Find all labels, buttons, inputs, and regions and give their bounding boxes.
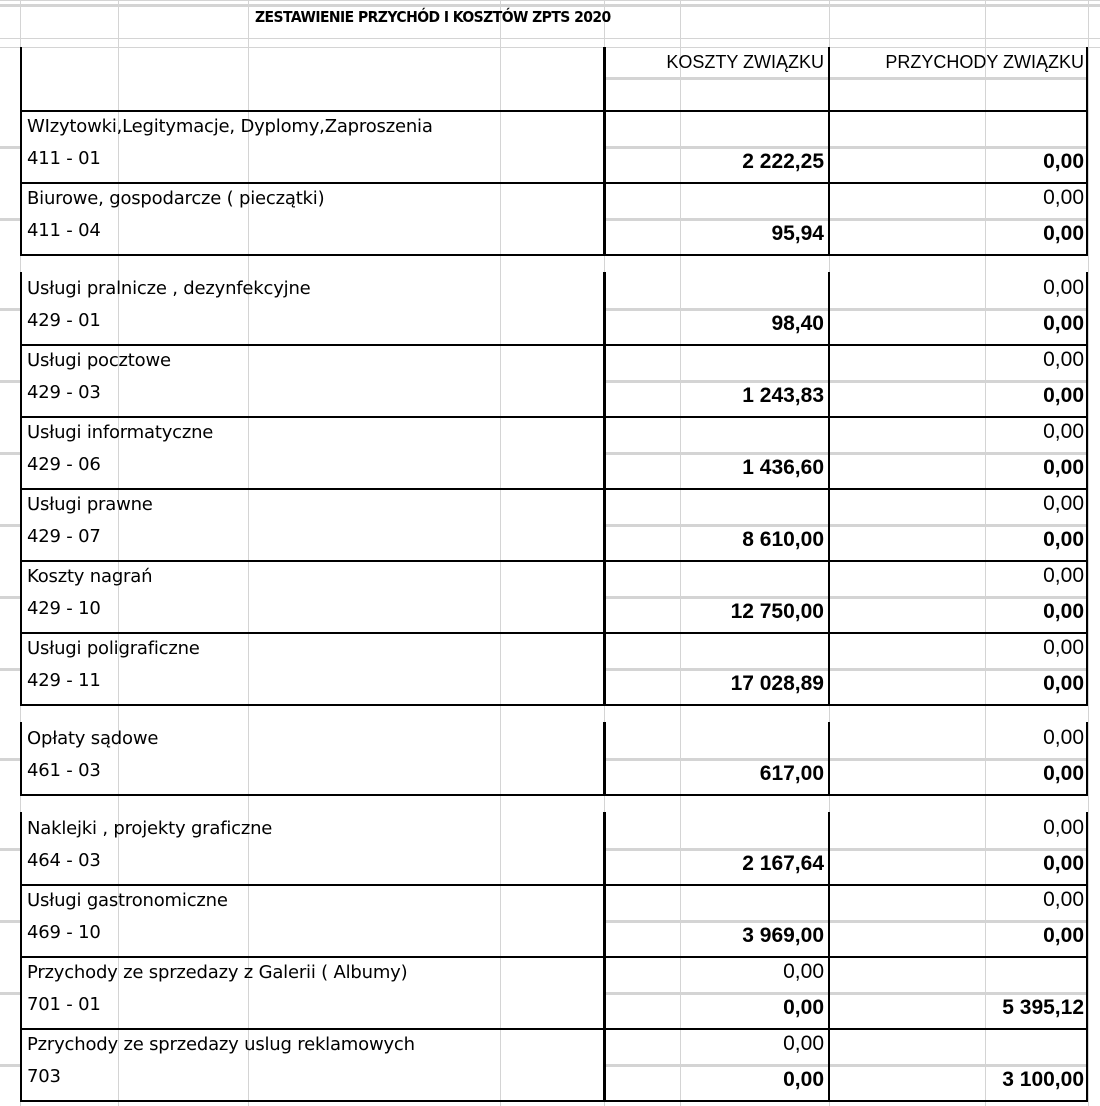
header-divider <box>606 77 1086 80</box>
column-divider <box>828 272 830 706</box>
row-divider <box>20 416 1088 418</box>
przychody-top-value: 0,00 <box>1043 420 1084 443</box>
row-name: Opłaty sądowe <box>27 728 159 749</box>
row-half-divider <box>0 1064 20 1067</box>
koszty-value: 2 167,64 <box>742 852 824 875</box>
row-name: Usługi pralnicze , dezynfekcyjne <box>27 278 311 299</box>
koszty-value: 0,00 <box>783 996 824 1019</box>
row-half-divider <box>0 596 20 599</box>
przychody-value: 0,00 <box>1043 456 1084 479</box>
koszty-value: 95,94 <box>771 222 824 245</box>
row-code: 429 - 11 <box>27 670 101 691</box>
row-code: 411 - 01 <box>27 148 101 169</box>
row-half-divider <box>606 992 1086 995</box>
przychody-value: 0,00 <box>1043 312 1084 335</box>
row-code: 701 - 01 <box>27 994 101 1015</box>
row-half-divider <box>606 668 1086 671</box>
koszty-value: 98,40 <box>771 312 824 335</box>
przychody-value: 0,00 <box>1043 924 1084 947</box>
koszty-value: 3 969,00 <box>742 924 824 947</box>
koszty-value: 12 750,00 <box>730 600 824 623</box>
przychody-value: 0,00 <box>1043 672 1084 695</box>
row-name: Naklejki , projekty graficzne <box>27 818 273 839</box>
row-name: WIzytowki,Legitymacje, Dyplomy,Zaproszenia <box>27 116 433 137</box>
row-name: Pzrychody ze sprzedazy uslug reklamowych <box>27 1034 415 1055</box>
row-divider <box>20 632 1088 634</box>
row-code: 461 - 03 <box>27 760 101 781</box>
row-half-divider <box>0 218 20 221</box>
row-half-divider <box>0 380 20 383</box>
row-half-divider <box>0 758 20 761</box>
column-divider <box>603 812 606 1102</box>
row-divider <box>20 560 1088 562</box>
koszty-value: 17 028,89 <box>730 672 824 695</box>
column-divider <box>603 110 606 256</box>
row-divider <box>20 488 1088 490</box>
grid-line <box>1088 0 1089 1106</box>
grid-line <box>0 4 1100 7</box>
przychody-top-value: 0,00 <box>1043 888 1084 911</box>
column-divider <box>828 47 830 112</box>
row-half-divider <box>606 452 1086 455</box>
koszty-value: 1 243,83 <box>742 384 824 407</box>
przychody-top-value: 0,00 <box>1043 276 1084 299</box>
row-divider <box>20 956 1088 958</box>
row-code: 429 - 06 <box>27 454 101 475</box>
przychody-value: 0,00 <box>1043 762 1084 785</box>
koszty-value: 1 436,60 <box>742 456 824 479</box>
przychody-top-value: 0,00 <box>1043 186 1084 209</box>
przychody-value: 0,00 <box>1043 384 1084 407</box>
przychody-value: 0,00 <box>1043 528 1084 551</box>
koszty-value: 8 610,00 <box>742 528 824 551</box>
row-name: Usługi gastronomiczne <box>27 890 228 911</box>
przychody-value: 5 395,12 <box>1002 996 1084 1019</box>
row-half-divider <box>606 524 1086 527</box>
row-half-divider <box>606 920 1086 923</box>
grid-line <box>0 0 1100 1</box>
row-half-divider <box>0 524 20 527</box>
przychody-top-value: 0,00 <box>1043 348 1084 371</box>
koszty-value: 2 222,25 <box>742 150 824 173</box>
sheet-title: ZESTAWIENIE PRZYCHÓD I KOSZTÓW ZPTS 2020 <box>255 8 611 26</box>
row-half-divider <box>606 758 1086 761</box>
przychody-value: 3 100,00 <box>1002 1068 1084 1091</box>
przychody-value: 0,00 <box>1043 852 1084 875</box>
row-name: Usługi informatyczne <box>27 422 214 443</box>
grid-line <box>0 38 1100 39</box>
row-code: 469 - 10 <box>27 922 101 943</box>
column-divider <box>828 812 830 1102</box>
row-half-divider <box>0 452 20 455</box>
przychody-top-value: 0,00 <box>1043 816 1084 839</box>
row-name: Przychody ze sprzedazy z Galerii ( Albumy) <box>27 962 408 983</box>
row-code: 429 - 10 <box>27 598 101 619</box>
przychody-top-value: 0,00 <box>1043 726 1084 749</box>
column-divider <box>603 272 606 706</box>
row-name: Usługi pocztowe <box>27 350 171 371</box>
przychody-value: 0,00 <box>1043 222 1084 245</box>
row-half-divider <box>606 1064 1086 1067</box>
row-half-divider <box>606 848 1086 851</box>
row-divider <box>20 344 1088 346</box>
koszty-top-value: 0,00 <box>783 1032 824 1055</box>
row-half-divider <box>0 308 20 311</box>
column-divider <box>603 722 606 796</box>
przychody-top-value: 0,00 <box>1043 492 1084 515</box>
przychody-top-value: 0,00 <box>1043 564 1084 587</box>
przychody-top-value: 0,00 <box>1043 636 1084 659</box>
column-divider <box>828 110 830 256</box>
row-code: 464 - 03 <box>27 850 101 871</box>
row-divider <box>20 1028 1088 1030</box>
row-name: Usługi poligraficzne <box>27 638 200 659</box>
koszty-value: 0,00 <box>783 1068 824 1091</box>
column-divider <box>603 47 606 112</box>
row-code: 429 - 07 <box>27 526 101 547</box>
row-divider <box>20 884 1088 886</box>
row-half-divider <box>0 920 20 923</box>
koszty-top-value: 0,00 <box>783 960 824 983</box>
row-half-divider <box>606 146 1086 149</box>
przychody-value: 0,00 <box>1043 600 1084 623</box>
row-code: 703 <box>27 1066 61 1087</box>
row-name: Usługi prawne <box>27 494 153 515</box>
row-code: 429 - 01 <box>27 310 101 331</box>
header-koszty: KOSZTY ZWIĄZKU <box>666 52 824 72</box>
row-half-divider <box>606 308 1086 311</box>
row-half-divider <box>606 596 1086 599</box>
row-half-divider <box>606 218 1086 221</box>
row-half-divider <box>0 848 20 851</box>
row-half-divider <box>0 146 20 149</box>
row-half-divider <box>0 992 20 995</box>
koszty-value: 617,00 <box>759 762 824 785</box>
column-divider <box>828 722 830 796</box>
row-code: 429 - 03 <box>27 382 101 403</box>
row-name: Koszty nagrań <box>27 566 153 587</box>
row-half-divider <box>0 668 20 671</box>
row-code: 411 - 04 <box>27 220 101 241</box>
row-divider <box>20 182 1088 184</box>
przychody-value: 0,00 <box>1043 150 1084 173</box>
row-name: Biurowe, gospodarcze ( pieczątki) <box>27 188 325 209</box>
row-half-divider <box>606 380 1086 383</box>
header-przychody: PRZYCHODY ZWIĄZKU <box>885 52 1084 72</box>
